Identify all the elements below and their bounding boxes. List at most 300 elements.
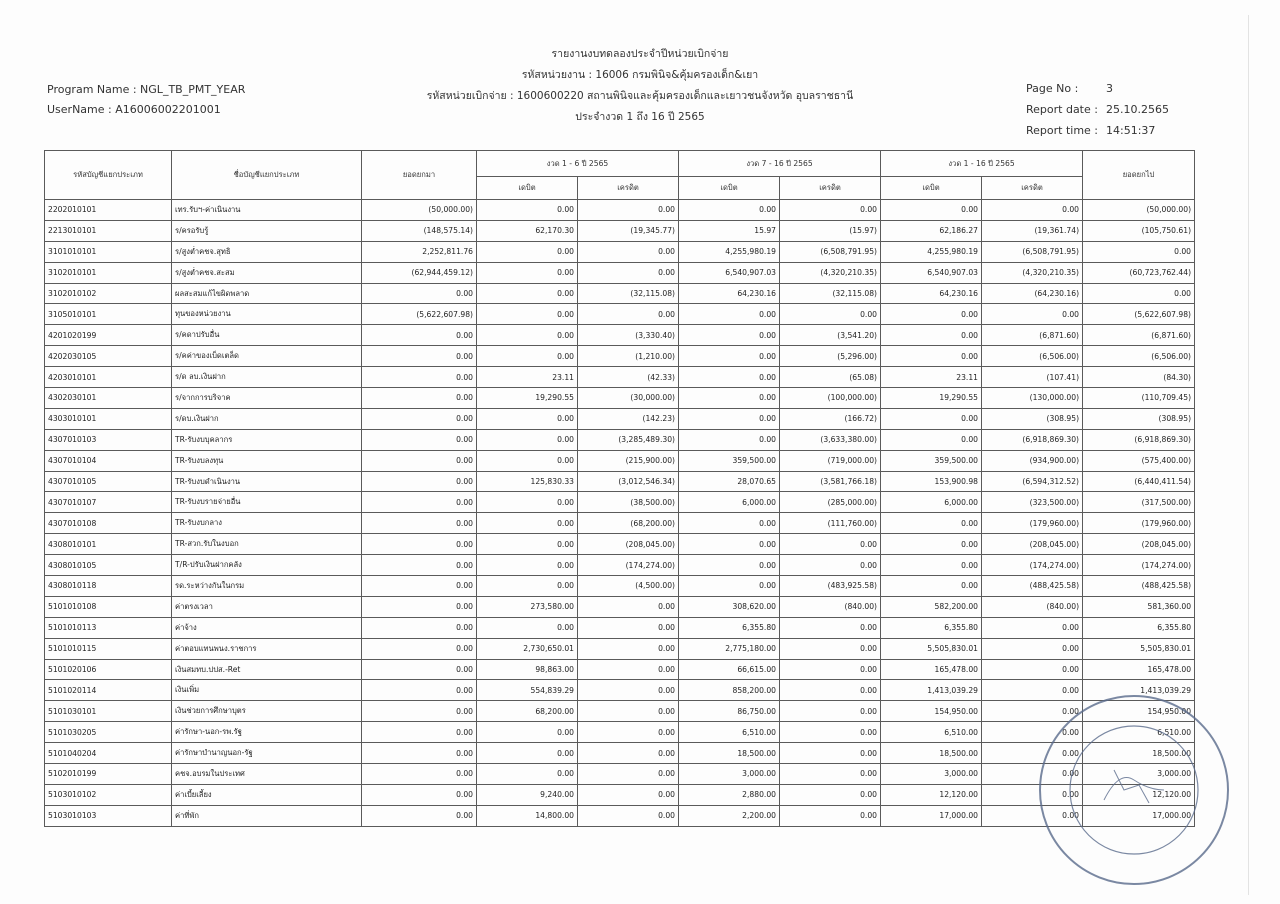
p2-credit-cell: 0.00	[780, 304, 881, 325]
account-name-cell: TR-สวก.รับในงบอก	[172, 534, 362, 555]
p3-debit-cell: 3,000.00	[881, 764, 982, 785]
opening-balance-cell: 0.00	[362, 659, 477, 680]
p2-debit-cell: 0.00	[679, 367, 780, 388]
opening-balance-cell: (50,000.00)	[362, 200, 477, 221]
p1-debit-cell: 62,170.30	[477, 220, 578, 241]
p1-credit-cell: (3,285,489.30)	[578, 429, 679, 450]
p2-credit-cell: 0.00	[780, 555, 881, 576]
p2-credit-cell: (6,508,791.95)	[780, 241, 881, 262]
opening-balance-cell: 0.00	[362, 743, 477, 764]
p3-credit-cell: (4,320,210.35)	[982, 262, 1083, 283]
p1-debit-cell: 0.00	[477, 555, 578, 576]
p1-debit-cell: 0.00	[477, 346, 578, 367]
p1-credit-cell: 0.00	[578, 805, 679, 826]
p2-debit-cell: 0.00	[679, 576, 780, 597]
p3-debit-cell: 6,510.00	[881, 722, 982, 743]
account-code-cell: 4308010101	[45, 534, 172, 555]
p2-debit-cell: 66,615.00	[679, 659, 780, 680]
opening-balance-cell: 0.00	[362, 346, 477, 367]
p2-debit-cell: 3,000.00	[679, 764, 780, 785]
opening-balance-cell: 0.00	[362, 450, 477, 471]
table-row	[45, 262, 1195, 283]
table-row	[45, 722, 1195, 743]
account-code-cell: 5102010199	[45, 764, 172, 785]
agency-code-line: รหัสหน่วยงาน : 16006 กรมพินิจ&คุ้มครองเด็ก&เยา	[521, 69, 759, 81]
table-row	[45, 304, 1195, 325]
account-name-cell: TR-รับงบกลาง	[172, 513, 362, 534]
p3-credit-cell: (174,274.00)	[982, 555, 1083, 576]
closing-balance-cell: (6,506.00)	[1083, 346, 1195, 367]
opening-balance-cell: 0.00	[362, 764, 477, 785]
table-row	[45, 805, 1195, 826]
account-name-cell: TR-รับงบดำเนินงาน	[172, 471, 362, 492]
table-row	[45, 555, 1195, 576]
account-code-cell: 4307010108	[45, 513, 172, 534]
closing-balance-cell: 154,950.00	[1083, 701, 1195, 722]
p3-credit-cell: 0.00	[982, 304, 1083, 325]
p1-credit-cell: (42.33)	[578, 367, 679, 388]
p2-debit-cell: 6,000.00	[679, 492, 780, 513]
account-code-cell: 4307010104	[45, 450, 172, 471]
p1-credit-cell: (32,115.08)	[578, 283, 679, 304]
p2-credit-cell: 0.00	[780, 743, 881, 764]
report-title: รายงานงบทดลองประจำปีหน่วยเบิกจ่าย	[551, 48, 729, 60]
p1-credit-cell: 0.00	[578, 743, 679, 764]
report-date-value: 25.10.2565	[1106, 103, 1169, 116]
p2-debit-cell: 2,200.00	[679, 805, 780, 826]
account-code-cell: 4202030105	[45, 346, 172, 367]
p1-credit-cell: 0.00	[578, 200, 679, 221]
p2-debit-cell: 0.00	[679, 534, 780, 555]
p1-debit-cell: 0.00	[477, 764, 578, 785]
p3-credit-cell: 0.00	[982, 200, 1083, 221]
p1-debit-cell: 0.00	[477, 200, 578, 221]
opening-balance-cell: 0.00	[362, 492, 477, 513]
closing-balance-cell: (110,709.45)	[1083, 388, 1195, 409]
p3-debit-cell: 165,478.00	[881, 659, 982, 680]
p1-debit-cell: 0.00	[477, 534, 578, 555]
table-row	[45, 534, 1195, 555]
account-name-cell: ร/คค่าของเบ็ดเตล็ด	[172, 346, 362, 367]
page-no-label: Page No :	[1026, 82, 1079, 95]
opening-balance-cell: 0.00	[362, 555, 477, 576]
opening-balance-cell: 0.00	[362, 388, 477, 409]
p3-debit-cell: 0.00	[881, 555, 982, 576]
p3-debit-cell: 19,290.55	[881, 388, 982, 409]
report-meta-right	[1026, 78, 1169, 141]
p2-credit-cell: (840.00)	[780, 596, 881, 617]
p2-debit-cell: 28,070.65	[679, 471, 780, 492]
closing-balance-cell: 5,505,830.01	[1083, 638, 1195, 659]
p2-debit-cell: 0.00	[679, 325, 780, 346]
p3-credit-cell: (64,230.16)	[982, 283, 1083, 304]
p2-debit-cell: 858,200.00	[679, 680, 780, 701]
p2-credit-cell: (111,760.00)	[780, 513, 881, 534]
opening-balance-cell: 0.00	[362, 805, 477, 826]
opening-balance-cell: 0.00	[362, 617, 477, 638]
opening-balance-cell: 0.00	[362, 408, 477, 429]
table-row	[45, 450, 1195, 471]
opening-balance-cell: (148,575.14)	[362, 220, 477, 241]
header-period-1-16: งวด 1 - 16 ปี 2565	[881, 151, 1083, 177]
closing-balance-cell: 6,355.80	[1083, 617, 1195, 638]
p1-debit-cell: 0.00	[477, 429, 578, 450]
p3-debit-cell: 0.00	[881, 200, 982, 221]
opening-balance-cell: 0.00	[362, 513, 477, 534]
closing-balance-cell: (6,918,869.30)	[1083, 429, 1195, 450]
p1-credit-cell: (215,900.00)	[578, 450, 679, 471]
p2-credit-cell: 0.00	[780, 764, 881, 785]
table-row	[45, 701, 1195, 722]
account-name-cell: ร/สูงต่ำคชจ.สะสม	[172, 262, 362, 283]
program-name: Program Name : NGL_TB_PMT_YEAR	[47, 83, 246, 96]
p2-credit-cell: 0.00	[780, 659, 881, 680]
p3-credit-cell: (6,871.60)	[982, 325, 1083, 346]
account-name-cell: ค่าจ้าง	[172, 617, 362, 638]
header-debit: เดบิต	[477, 177, 578, 200]
p3-credit-cell: (107.41)	[982, 367, 1083, 388]
p2-credit-cell: (100,000.00)	[780, 388, 881, 409]
p2-credit-cell: 0.00	[780, 680, 881, 701]
closing-balance-cell: 12,120.00	[1083, 784, 1195, 805]
p3-credit-cell: 0.00	[982, 659, 1083, 680]
account-name-cell: ค่ารักษา-นอก-รพ.รัฐ	[172, 722, 362, 743]
account-code-cell: 5101030205	[45, 722, 172, 743]
official-seal	[1034, 690, 1234, 890]
account-name-cell: ร/ครอรับรู้	[172, 220, 362, 241]
p2-credit-cell: (285,000.00)	[780, 492, 881, 513]
opening-balance-cell: 0.00	[362, 701, 477, 722]
opening-balance-cell: (62,944,459.12)	[362, 262, 477, 283]
table-row	[45, 325, 1195, 346]
report-date-label: Report date :	[1026, 103, 1098, 116]
p3-debit-cell: 0.00	[881, 576, 982, 597]
account-code-cell: 4303010101	[45, 408, 172, 429]
header-credit: เครดิต	[982, 177, 1083, 200]
table-row	[45, 764, 1195, 785]
account-name-cell: ค่าที่พัก	[172, 805, 362, 826]
p1-credit-cell: (1,210.00)	[578, 346, 679, 367]
account-code-cell: 4203010101	[45, 367, 172, 388]
p1-debit-cell: 9,240.00	[477, 784, 578, 805]
account-name-cell: เงินช่วยการศึกษาบุตร	[172, 701, 362, 722]
opening-balance-cell: 0.00	[362, 325, 477, 346]
p3-debit-cell: 0.00	[881, 534, 982, 555]
closing-balance-cell: (6,440,411.54)	[1083, 471, 1195, 492]
account-name-cell: รด.ระหว่างกันในกรม	[172, 576, 362, 597]
closing-balance-cell: (6,871.60)	[1083, 325, 1195, 346]
p1-debit-cell: 0.00	[477, 325, 578, 346]
p1-debit-cell: 125,830.33	[477, 471, 578, 492]
closing-balance-cell: (105,750.61)	[1083, 220, 1195, 241]
p3-credit-cell: 0.00	[982, 617, 1083, 638]
p3-credit-cell: (208,045.00)	[982, 534, 1083, 555]
closing-balance-cell: 18,500.00	[1083, 743, 1195, 764]
p2-credit-cell: (32,115.08)	[780, 283, 881, 304]
p3-credit-cell: 0.00	[982, 638, 1083, 659]
account-name-cell: เทร.รับฯ-ค่าเนินงาน	[172, 200, 362, 221]
p2-credit-cell: 0.00	[780, 784, 881, 805]
table-row	[45, 680, 1195, 701]
p1-credit-cell: (38,500.00)	[578, 492, 679, 513]
p2-credit-cell: (15.97)	[780, 220, 881, 241]
p3-credit-cell: (308.95)	[982, 408, 1083, 429]
closing-balance-cell: (575,400.00)	[1083, 450, 1195, 471]
p2-debit-cell: 0.00	[679, 200, 780, 221]
p2-debit-cell: 2,880.00	[679, 784, 780, 805]
account-name-cell: ผลสะสมแก้ไขผิดพลาด	[172, 283, 362, 304]
p2-credit-cell: (4,320,210.35)	[780, 262, 881, 283]
account-name-cell: ร/คดาปรับอื่น	[172, 325, 362, 346]
account-name-cell: ร/จากการบริจาค	[172, 388, 362, 409]
p1-credit-cell: 0.00	[578, 722, 679, 743]
p1-debit-cell: 0.00	[477, 241, 578, 262]
p1-debit-cell: 0.00	[477, 513, 578, 534]
report-time-value: 14:51:37	[1106, 124, 1156, 137]
account-code-cell: 3102010102	[45, 283, 172, 304]
p2-credit-cell: 0.00	[780, 805, 881, 826]
p3-credit-cell: 0.00	[982, 680, 1083, 701]
table-row	[45, 784, 1195, 805]
account-name-cell: ร/ด ลบ.เงินฝาก	[172, 367, 362, 388]
p3-debit-cell: 6,355.80	[881, 617, 982, 638]
closing-balance-cell: 165,478.00	[1083, 659, 1195, 680]
p2-credit-cell: 0.00	[780, 638, 881, 659]
closing-balance-cell: (317,500.00)	[1083, 492, 1195, 513]
account-code-cell: 5103010103	[45, 805, 172, 826]
account-name-cell: ทุนของหน่วยงาน	[172, 304, 362, 325]
closing-balance-cell: (308.95)	[1083, 408, 1195, 429]
p1-credit-cell: 0.00	[578, 304, 679, 325]
page-no-value: 3	[1106, 82, 1113, 95]
p1-credit-cell: 0.00	[578, 701, 679, 722]
p2-credit-cell: 0.00	[780, 617, 881, 638]
p1-credit-cell: (208,045.00)	[578, 534, 679, 555]
p3-debit-cell: 5,505,830.01	[881, 638, 982, 659]
p3-debit-cell: 0.00	[881, 429, 982, 450]
p2-credit-cell: (3,541.20)	[780, 325, 881, 346]
p3-credit-cell: (934,900.00)	[982, 450, 1083, 471]
account-code-cell: 5101030101	[45, 701, 172, 722]
account-code-cell: 5101010113	[45, 617, 172, 638]
header-debit: เดบิต	[679, 177, 780, 200]
closing-balance-cell: (208,045.00)	[1083, 534, 1195, 555]
p3-debit-cell: 4,255,980.19	[881, 241, 982, 262]
p3-debit-cell: 582,200.00	[881, 596, 982, 617]
p2-debit-cell: 359,500.00	[679, 450, 780, 471]
account-code-cell: 5101010108	[45, 596, 172, 617]
p2-credit-cell: (3,581,766.18)	[780, 471, 881, 492]
p2-credit-cell: (166.72)	[780, 408, 881, 429]
p1-credit-cell: (4,500.00)	[578, 576, 679, 597]
p3-debit-cell: 18,500.00	[881, 743, 982, 764]
opening-balance-cell: 0.00	[362, 722, 477, 743]
closing-balance-cell: 6,510.00	[1083, 722, 1195, 743]
opening-balance-cell: (5,622,607.98)	[362, 304, 477, 325]
account-code-cell: 5103010102	[45, 784, 172, 805]
opening-balance-cell: 0.00	[362, 534, 477, 555]
p2-credit-cell: 0.00	[780, 534, 881, 555]
p2-debit-cell: 86,750.00	[679, 701, 780, 722]
p2-credit-cell: (3,633,380.00)	[780, 429, 881, 450]
report-time-label: Report time :	[1026, 124, 1099, 137]
p3-debit-cell: 0.00	[881, 346, 982, 367]
closing-balance-cell: (488,425.58)	[1083, 576, 1195, 597]
closing-balance-cell: 0.00	[1083, 283, 1195, 304]
p1-debit-cell: 0.00	[477, 408, 578, 429]
opening-balance-cell: 2,252,811.76	[362, 241, 477, 262]
p1-credit-cell: (174,274.00)	[578, 555, 679, 576]
closing-balance-cell: 1,413,039.29	[1083, 680, 1195, 701]
p1-credit-cell: 0.00	[578, 596, 679, 617]
p2-debit-cell: 0.00	[679, 513, 780, 534]
p3-debit-cell: 0.00	[881, 325, 982, 346]
table-row	[45, 617, 1195, 638]
p3-debit-cell: 12,120.00	[881, 784, 982, 805]
p2-credit-cell: 0.00	[780, 701, 881, 722]
account-code-cell: 2202010101	[45, 200, 172, 221]
account-code-cell: 5101020114	[45, 680, 172, 701]
p2-credit-cell: (5,296.00)	[780, 346, 881, 367]
table-row	[45, 429, 1195, 450]
p1-debit-cell: 0.00	[477, 304, 578, 325]
closing-balance-cell: (174,274.00)	[1083, 555, 1195, 576]
p1-debit-cell: 23.11	[477, 367, 578, 388]
p1-debit-cell: 0.00	[477, 262, 578, 283]
header-opening-balance: ยอดยกมา	[362, 151, 477, 200]
closing-balance-cell: 581,360.00	[1083, 596, 1195, 617]
p2-credit-cell: 0.00	[780, 722, 881, 743]
p1-credit-cell: (142.23)	[578, 408, 679, 429]
account-name-cell: ร/ดบ.เงินฝาก	[172, 408, 362, 429]
p3-credit-cell: (130,000.00)	[982, 388, 1083, 409]
p3-credit-cell: 0.00	[982, 805, 1083, 826]
opening-balance-cell: 0.00	[362, 576, 477, 597]
header-account-name: ชื่อบัญชีแยกประเภท	[172, 151, 362, 200]
p3-credit-cell: 0.00	[982, 743, 1083, 764]
p3-credit-cell: 0.00	[982, 722, 1083, 743]
p1-debit-cell: 273,580.00	[477, 596, 578, 617]
account-code-cell: 4307010105	[45, 471, 172, 492]
p2-debit-cell: 64,230.16	[679, 283, 780, 304]
table-row	[45, 743, 1195, 764]
p3-credit-cell: 0.00	[982, 701, 1083, 722]
p1-debit-cell: 0.00	[477, 743, 578, 764]
p1-debit-cell: 0.00	[477, 576, 578, 597]
p2-credit-cell: (719,000.00)	[780, 450, 881, 471]
account-name-cell: TR-รับงบบุคลากร	[172, 429, 362, 450]
opening-balance-cell: 0.00	[362, 784, 477, 805]
p2-debit-cell: 0.00	[679, 555, 780, 576]
p1-credit-cell: 0.00	[578, 764, 679, 785]
p1-debit-cell: 0.00	[477, 492, 578, 513]
p3-credit-cell: (6,918,869.30)	[982, 429, 1083, 450]
p1-credit-cell: (3,012,546.34)	[578, 471, 679, 492]
p2-debit-cell: 6,355.80	[679, 617, 780, 638]
account-code-cell: 5101020106	[45, 659, 172, 680]
account-code-cell: 4307010103	[45, 429, 172, 450]
p1-debit-cell: 554,839.29	[477, 680, 578, 701]
page-edge-rule	[1248, 15, 1249, 895]
p3-credit-cell: (6,508,791.95)	[982, 241, 1083, 262]
header-credit: เครดิต	[578, 177, 679, 200]
p2-debit-cell: 6,510.00	[679, 722, 780, 743]
p3-debit-cell: 153,900.98	[881, 471, 982, 492]
table-row	[45, 638, 1195, 659]
p1-credit-cell: 0.00	[578, 659, 679, 680]
account-code-cell: 3101010101	[45, 241, 172, 262]
opening-balance-cell: 0.00	[362, 429, 477, 450]
p1-credit-cell: (30,000.00)	[578, 388, 679, 409]
table-row	[45, 596, 1195, 617]
p3-debit-cell: 154,950.00	[881, 701, 982, 722]
p3-debit-cell: 0.00	[881, 513, 982, 534]
p1-debit-cell: 98,863.00	[477, 659, 578, 680]
p1-credit-cell: 0.00	[578, 241, 679, 262]
p3-credit-cell: (840.00)	[982, 596, 1083, 617]
p1-credit-cell: (68,200.00)	[578, 513, 679, 534]
p2-debit-cell: 15.97	[679, 220, 780, 241]
p3-debit-cell: 23.11	[881, 367, 982, 388]
table-body	[45, 200, 1195, 827]
p2-credit-cell: (65.08)	[780, 367, 881, 388]
table-row	[45, 659, 1195, 680]
table-row	[45, 241, 1195, 262]
p1-credit-cell: (19,345.77)	[578, 220, 679, 241]
opening-balance-cell: 0.00	[362, 638, 477, 659]
p3-credit-cell: 0.00	[982, 784, 1083, 805]
header-period-7-16: งวด 7 - 16 ปี 2565	[679, 151, 881, 177]
closing-balance-cell: (84.30)	[1083, 367, 1195, 388]
account-name-cell: TR-รับงบลงทุน	[172, 450, 362, 471]
p2-debit-cell: 0.00	[679, 346, 780, 367]
p3-debit-cell: 17,000.00	[881, 805, 982, 826]
table-row	[45, 388, 1195, 409]
p1-credit-cell: 0.00	[578, 638, 679, 659]
p3-debit-cell: 64,230.16	[881, 283, 982, 304]
table-row	[45, 471, 1195, 492]
closing-balance-cell: 3,000.00	[1083, 764, 1195, 785]
report-header	[380, 44, 900, 128]
account-name-cell: เงินเพิ่ม	[172, 680, 362, 701]
account-name-cell: T/R-ปรับเงินฝากคลัง	[172, 555, 362, 576]
account-name-cell: TR-รับงบรายจ่ายอื่น	[172, 492, 362, 513]
header-period-1-6: งวด 1 - 6 ปี 2565	[477, 151, 679, 177]
account-code-cell: 4302030101	[45, 388, 172, 409]
p3-debit-cell: 359,500.00	[881, 450, 982, 471]
p3-credit-cell: (19,361.74)	[982, 220, 1083, 241]
account-code-cell: 5101040204	[45, 743, 172, 764]
p2-debit-cell: 0.00	[679, 429, 780, 450]
p3-credit-cell: (6,506.00)	[982, 346, 1083, 367]
p1-credit-cell: 0.00	[578, 784, 679, 805]
account-name-cell: ร/สูงต่ำคชจ.สุทธิ	[172, 241, 362, 262]
p2-debit-cell: 0.00	[679, 388, 780, 409]
p3-debit-cell: 0.00	[881, 304, 982, 325]
account-code-cell: 4308010118	[45, 576, 172, 597]
p2-debit-cell: 4,255,980.19	[679, 241, 780, 262]
p2-debit-cell: 0.00	[679, 304, 780, 325]
closing-balance-cell: (179,960.00)	[1083, 513, 1195, 534]
p3-credit-cell: (488,425.58)	[982, 576, 1083, 597]
p3-debit-cell: 6,540,907.03	[881, 262, 982, 283]
table-row	[45, 346, 1195, 367]
table-row	[45, 513, 1195, 534]
p3-debit-cell: 62,186.27	[881, 220, 982, 241]
table-row	[45, 367, 1195, 388]
closing-balance-cell: 17,000.00	[1083, 805, 1195, 826]
opening-balance-cell: 0.00	[362, 596, 477, 617]
